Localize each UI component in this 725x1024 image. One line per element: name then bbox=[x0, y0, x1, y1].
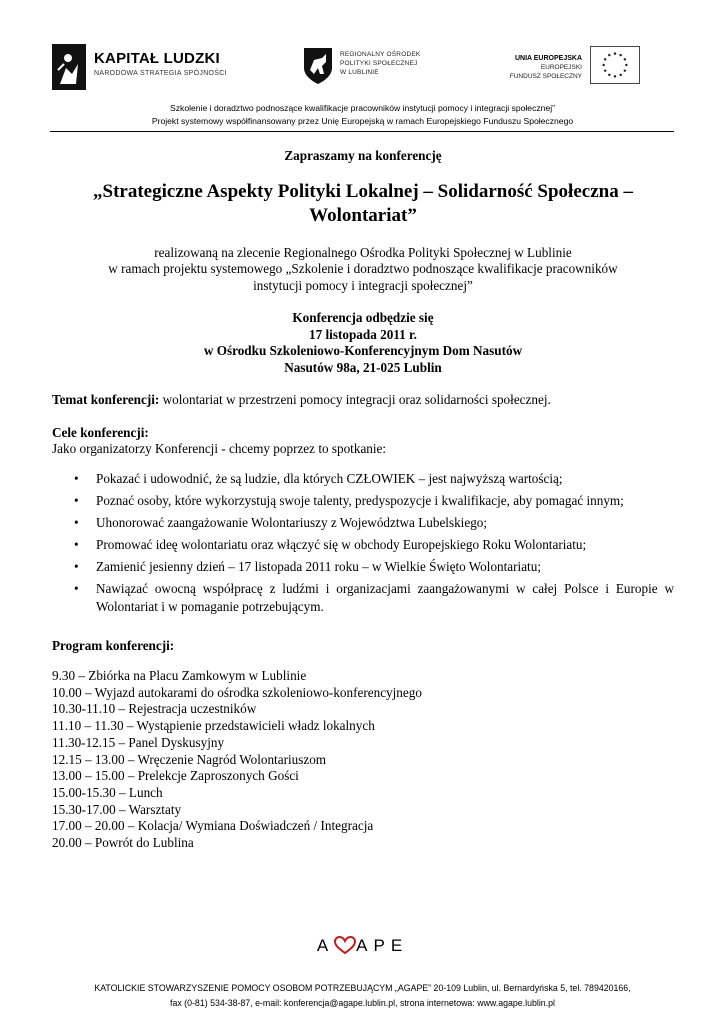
goal-text: Nawiązać owocną współpracę z ludźmi i organizacjami zaangażowanymi w całej Polsce i Europie w Wolontariat i w pomaganie potrzebującym. bbox=[96, 580, 674, 614]
goal-text: Poznać osoby, które wykorzystują swoje talenty, predyspozycje i kwalifikacje, aby pomagać innym; bbox=[96, 492, 624, 508]
spacer bbox=[52, 294, 674, 310]
spacer bbox=[52, 654, 674, 668]
program-item: 9.30 – Zbiórka na Placu Zamkowym w Lublinie bbox=[52, 668, 307, 683]
program-item: 17.00 – 20.00 – Kolacja/ Wymiana Doświadczeń / Integracja bbox=[52, 818, 374, 834]
program-list bbox=[52, 668, 674, 852]
program-item: 11.10 – 11.30 – Wystąpienie przedstawicieli władz lokalnych bbox=[52, 718, 375, 734]
conference-title-line1: „Strategiczne Aspekty Polityki Lokalnej – Solidarność Społeczna – bbox=[93, 180, 633, 202]
footer-line1: KATOLICKIE STOWARZYSZENIE POMOCY OSOBOM POTRZEBUJĄCYM „AGAPE” 20-109 Lublin, ul. Bernardyńska 5, tel. 789420166, bbox=[94, 983, 631, 993]
conference-title bbox=[52, 180, 674, 228]
logo-bar bbox=[0, 42, 725, 98]
goal-text: Zamienić jesienny dzień – 17 listopada 2011 roku – w Wielkie Święto Wolontariatu; bbox=[96, 558, 541, 574]
footer-line2: fax (0-81) 534-38-87, e-mail: konferencja@agape.lublin.pl, strona internetowa: www.agape.lublin.pl bbox=[170, 998, 555, 1008]
commission-line2: w ramach projektu systemowego „Szkolenie i doradztwo podnoszące kwalifikacje pracowników bbox=[108, 261, 618, 276]
program-item: 12.15 – 13.00 – Wręczenie Nagród Wolontariuszom bbox=[52, 751, 327, 767]
ue-line2: EUROPEJSKI bbox=[540, 64, 582, 71]
kapital-ludzki-icon bbox=[52, 44, 86, 90]
agape-letters: APE bbox=[356, 936, 409, 955]
list-item bbox=[52, 514, 674, 532]
spacer bbox=[52, 409, 674, 425]
program-item: 13.00 – 15.00 – Prelekcje Zaproszonych Gości bbox=[52, 768, 299, 784]
list-item bbox=[52, 536, 674, 554]
bullet-icon: • bbox=[74, 470, 79, 486]
program-item: 10.00 – Wyjazd autokarami do ośrodka szkoleniowo-konferencyjnego bbox=[52, 684, 422, 700]
list-item bbox=[52, 558, 674, 576]
topic-line bbox=[52, 392, 674, 409]
kapital-subtitle: NARODOWA STRATEGIA SPÓJNOŚCI bbox=[94, 70, 227, 77]
project-header bbox=[0, 102, 725, 128]
topic-label: Temat konferencji: bbox=[52, 392, 160, 407]
agape-letter-a: A bbox=[316, 936, 335, 955]
rops-line2: POLITYKI SPOŁECZNEJ bbox=[340, 60, 418, 67]
rops-line1: REGIONALNY OŚRODEK bbox=[340, 51, 421, 58]
topic-text: wolontariat w przestrzeni pomocy integracji oraz solidarności społecznej. bbox=[159, 392, 551, 407]
goals-list bbox=[52, 470, 674, 616]
rops-line3: W LUBLINIE bbox=[340, 69, 379, 76]
goal-text: Uhonorować zaangażowanie Wolontariuszy z Województwa Lubelskiego; bbox=[96, 514, 488, 530]
footer bbox=[0, 981, 725, 1011]
conference-title-line2: Wolontariat” bbox=[309, 204, 417, 226]
rops-logo bbox=[302, 42, 462, 94]
bullet-icon: • bbox=[74, 492, 79, 508]
venue-address: Nasutów 98a, 21-025 Lublin bbox=[284, 359, 442, 375]
goals-label: Cele konferencji: bbox=[52, 424, 149, 440]
list-item bbox=[52, 492, 674, 510]
agape-heart-icon bbox=[334, 936, 356, 954]
program-item: 10.30-11.10 – Rejestracja uczestników bbox=[52, 701, 257, 717]
goat-shield-icon bbox=[302, 46, 334, 86]
program-item: 15.30-17.00 – Warsztaty bbox=[52, 801, 182, 817]
venue-block bbox=[52, 310, 674, 376]
program-item: 20.00 – Powrót do Lublina bbox=[52, 835, 194, 851]
program-label: Program konferencji: bbox=[52, 637, 175, 653]
program-item: 11.30-12.15 – Panel Dyskusyjny bbox=[52, 734, 225, 750]
invitation-line: Zapraszamy na konferencję bbox=[284, 148, 442, 163]
venue-date: 17 listopada 2011 r. bbox=[309, 326, 417, 342]
commission-line3: instytucji pomocy i integracji społecznej” bbox=[253, 277, 473, 293]
ue-line3: FUNDUSZ SPOŁECZNY bbox=[509, 73, 582, 80]
bullet-icon: • bbox=[74, 580, 79, 596]
goals-intro: Jako organizatorzy Konferencji - chcemy poprzez to spotkanie: bbox=[52, 441, 387, 456]
ue-text bbox=[510, 54, 582, 81]
goal-text: Pokazać i udowodnić, że są ludzie, dla których CZŁOWIEK – jest najwyższą wartością; bbox=[96, 470, 563, 486]
venue-intro: Konferencja odbędzie się bbox=[292, 310, 434, 325]
spacer bbox=[52, 620, 674, 638]
ue-logo bbox=[490, 46, 640, 92]
program-item: 15.00-15.30 – Lunch bbox=[52, 784, 163, 800]
kapital-ludzki-logo bbox=[52, 44, 262, 92]
list-item bbox=[52, 470, 674, 488]
list-item bbox=[52, 580, 674, 616]
rops-text bbox=[340, 50, 420, 77]
bullet-icon: • bbox=[74, 536, 79, 552]
commission-block bbox=[52, 245, 674, 295]
document-body bbox=[52, 148, 674, 852]
bullet-icon: • bbox=[74, 514, 79, 530]
spacer bbox=[52, 376, 674, 392]
agape-logo bbox=[0, 936, 725, 956]
goal-text: Promować ideę wolontariatu oraz włączyć się w obchody Europejskiego Roku Wolontariatu; bbox=[96, 536, 587, 552]
project-header-line1: Szkolenie i doradztwo podnoszące kwalifikacje pracowników instytucji pomocy i integracji społecznej” bbox=[170, 103, 555, 113]
header-divider bbox=[50, 131, 674, 132]
kapital-title: KAPITAŁ LUDZKI bbox=[94, 50, 220, 67]
bullet-icon: • bbox=[74, 558, 79, 574]
project-header-line2: Projekt systemowy współfinansowany przez Unię Europejską w ramach Europejskiego Funduszu Społecznego bbox=[151, 116, 574, 126]
venue-place: w Ośrodku Szkoleniowo-Konferencyjnym Dom Nasutów bbox=[203, 343, 523, 358]
commission-line1: realizowaną na zlecenie Regionalnego Ośrodka Polityki Społecznej w Lublinie bbox=[154, 244, 572, 260]
ue-line1: UNIA EUROPEJSKA bbox=[514, 55, 582, 62]
eu-flag-icon bbox=[590, 46, 640, 84]
